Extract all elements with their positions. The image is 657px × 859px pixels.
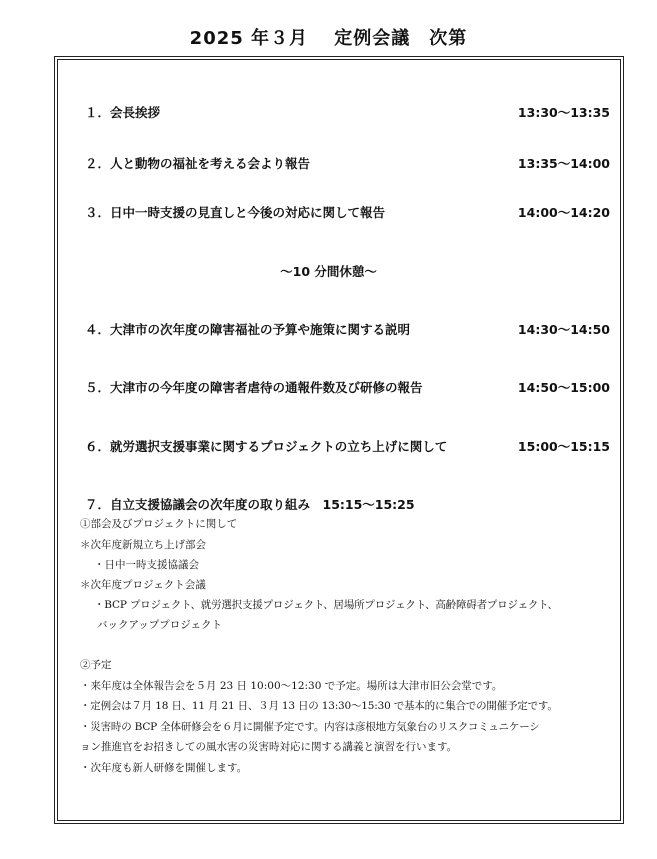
agenda-item-label: ５．大津市の今年度の障害者虐待の通報件数及び研修の報告 <box>85 380 423 395</box>
list-item: ・BCP プロジェクト、就労選択支援プロジェクト、居場所プロジェクト、高齢障碍者プロジェクト、 <box>94 599 558 611</box>
agenda-item-7: ７．自立支援協議会の次年度の取り組み 15:15～15:25 <box>85 497 415 512</box>
agenda-item-time: 13:30～13:35 <box>517 105 610 120</box>
schedule-line: ・災害時の BCP 全体研修会を６月に開催予定です。内容は彦根地方気象台のリスクコミュニケーシ <box>80 721 540 733</box>
agenda-item-4 <box>85 320 610 338</box>
agenda-item-label: ２．人と動物の福祉を考える会より報告 <box>85 156 311 171</box>
schedule-line-continuation: ョン推進官をお招きしての風水害の災害時対応に関する講義と演習を行います。 <box>80 741 458 753</box>
agenda-item-time: 14:00～14:20 <box>517 205 610 220</box>
agenda-item-6 <box>85 437 610 455</box>
agenda-item-time: 14:30～14:50 <box>517 322 610 337</box>
agenda-item-1 <box>85 103 610 121</box>
agenda-item-label: ４．大津市の次年度の障害福祉の予算や施策に関する説明 <box>85 322 411 337</box>
schedule-line: ・来年度は全体報告会を５月 23 日 10:00～12:30 で予定。場所は大津市旧公会堂です。 <box>80 680 503 692</box>
section-1-heading: ①部会及びプロジェクトに関して <box>80 518 238 530</box>
agenda-item-time: 15:00～15:15 <box>517 439 610 454</box>
page-title: 2025 年３月 定例会議 次第 <box>189 28 468 49</box>
agenda-item-3 <box>85 203 610 221</box>
list-item: ・日中一時支援協議会 <box>94 559 199 571</box>
agenda-item-time: 13:35～14:00 <box>517 156 610 171</box>
agenda-item-label: １．会長挨拶 <box>85 105 161 120</box>
sub-heading-new-committee: ＊次年度新規立ち上げ部会 <box>80 539 206 551</box>
section-2-heading: ②予定 <box>80 659 112 671</box>
list-item-continuation: バックアッププロジェクト <box>97 619 223 631</box>
break-notice: ～10 分間休憩～ <box>280 264 377 279</box>
schedule-line: ・定例会は７月 18 日、11 月 21 日、３月 13 日の 13:30～15:30 で基本的に集合での開催予定です。 <box>80 700 558 712</box>
agenda-item-2 <box>85 154 610 172</box>
agenda-item-5 <box>85 378 610 396</box>
agenda-item-label: ３．日中一時支援の見直しと今後の対応に関して報告 <box>85 205 386 220</box>
sub-heading-project-meeting: ＊次年度プロジェクト会議 <box>80 579 206 591</box>
agenda-item-label: ６．就労選択支援事業に関するプロジェクトの立ち上げに関して <box>85 439 448 454</box>
schedule-line: ・次年度も新人研修を開催します。 <box>80 762 248 774</box>
agenda-item-time: 14:50～15:00 <box>517 380 610 395</box>
